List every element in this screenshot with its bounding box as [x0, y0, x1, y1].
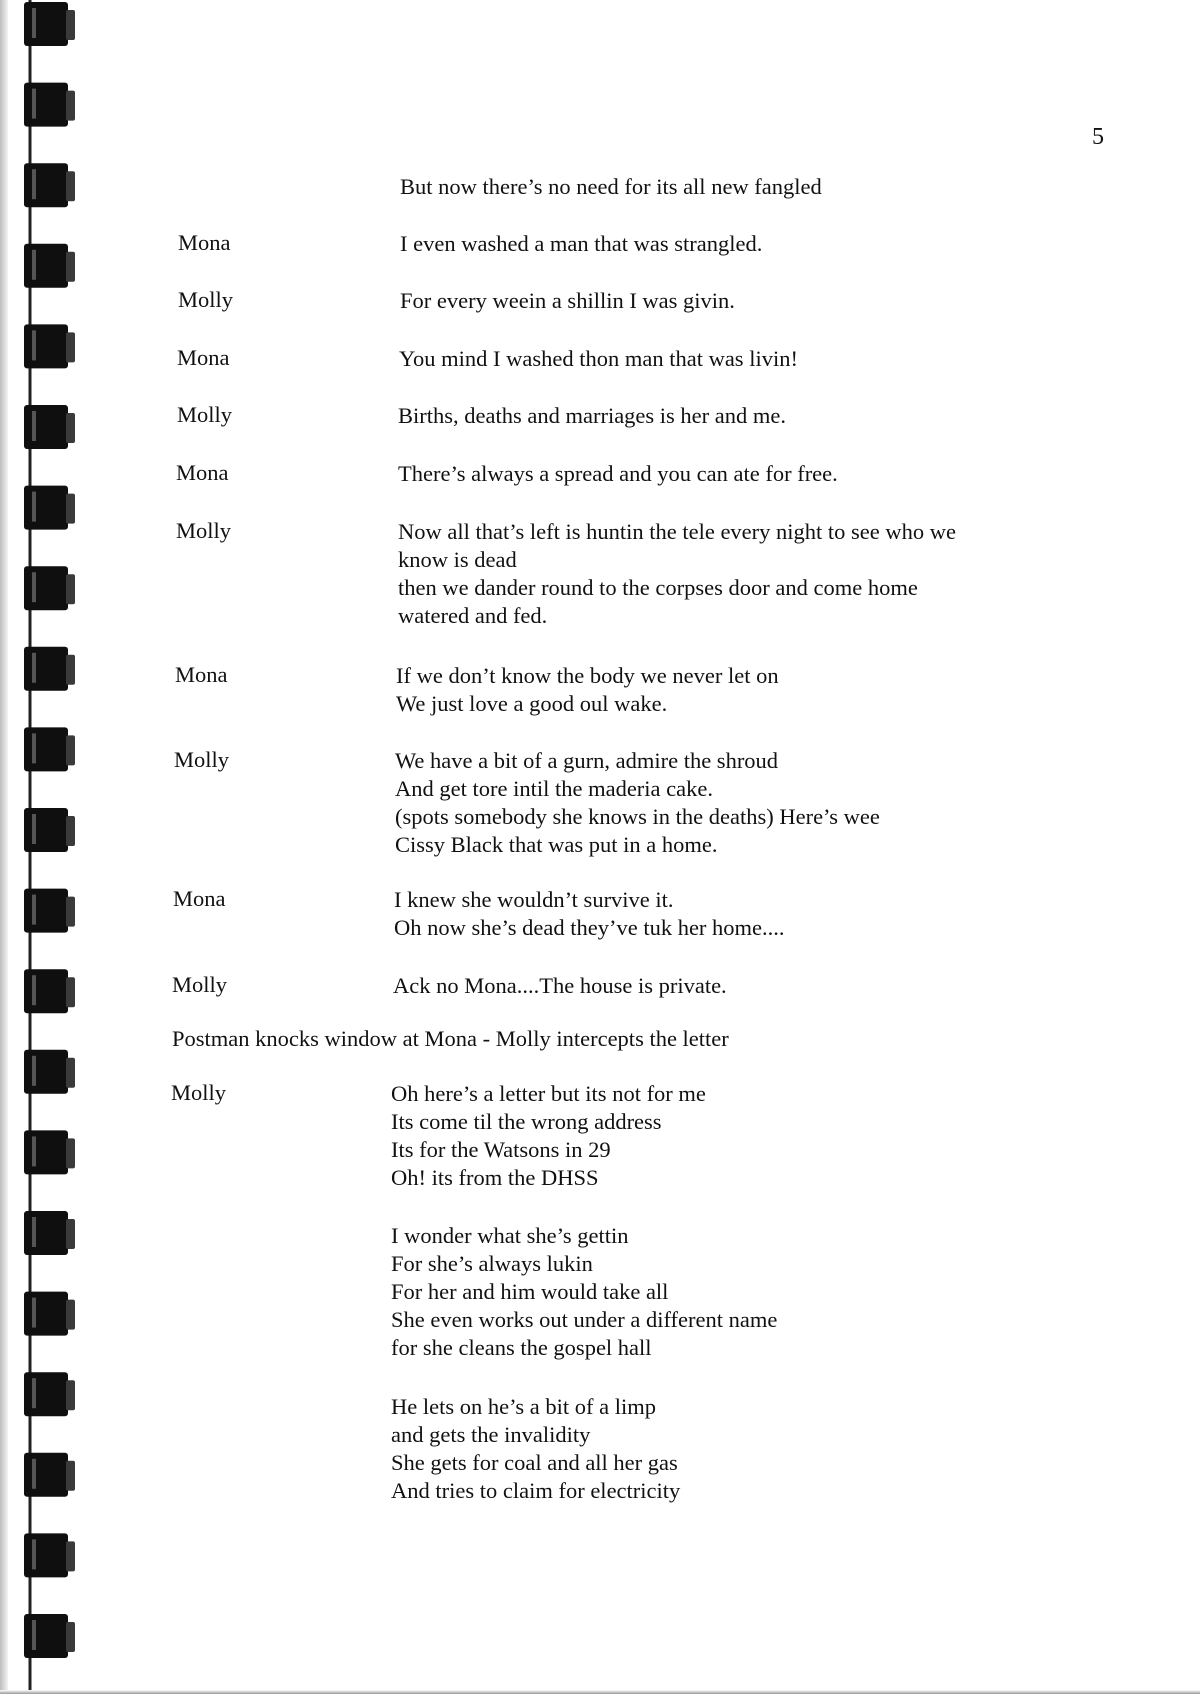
- speaker-name: Mona: [177, 345, 230, 370]
- speech-line: (spots somebody she knows in the deaths) Here’s wee: [395, 804, 880, 829]
- binding-loop: [24, 647, 75, 691]
- binding-loop: [24, 727, 75, 771]
- speaker-name: Molly: [172, 972, 228, 997]
- speech-line: And get tore intil the maderia cake.: [395, 776, 713, 801]
- speech-text: [400, 173, 1080, 201]
- speech-text: [400, 287, 1080, 315]
- binding-loop: [24, 244, 75, 288]
- speech-line: He lets on he’s a bit of a limp: [391, 1394, 656, 1419]
- stanza-text: [391, 1222, 1071, 1362]
- speaker-name: Mona: [178, 230, 231, 255]
- speech-line: If we don’t know the body we never let on: [396, 663, 779, 688]
- speech-line: Its for the Watsons in 29: [391, 1137, 611, 1162]
- speech-line: I even washed a man that was strangled.: [400, 231, 763, 256]
- speaker-name: Mona: [175, 662, 228, 687]
- binding-loop: [24, 808, 75, 852]
- speech-line: watered and fed.: [398, 603, 548, 628]
- speech-line: I knew she wouldn’t survive it.: [394, 887, 674, 912]
- speech-line: Births, deaths and marriages is her and me.: [398, 403, 787, 428]
- speech-line: Oh here’s a letter but its not for me: [391, 1081, 706, 1106]
- speech-line: then we dander round to the corpses door and come home: [398, 575, 918, 600]
- speech-line: And tries to claim for electricity: [391, 1478, 681, 1503]
- binding-loop: [24, 1453, 75, 1497]
- speech-line: She even works out under a different name: [391, 1307, 778, 1332]
- binding-loop: [24, 405, 75, 449]
- speech-line: For every weein a shillin I was givin.: [400, 288, 735, 313]
- speech-line: For her and him would take all: [391, 1279, 669, 1304]
- binding-loop: [24, 1050, 75, 1094]
- speech-line: Oh! its from the DHSS: [391, 1165, 599, 1190]
- binding-loop: [24, 1614, 75, 1658]
- speech-line: I wonder what she’s gettin: [391, 1223, 629, 1248]
- speaker-name: Mona: [173, 886, 226, 911]
- speech-line: know is dead: [398, 547, 517, 572]
- binding-loop: [24, 1292, 75, 1336]
- speech-line: We just love a good oul wake.: [396, 691, 668, 716]
- page-edge-shadow: [0, 0, 8, 1694]
- binding-loop: [24, 1533, 75, 1577]
- speech-line: But now there’s no need for its all new fangled: [400, 174, 822, 199]
- speech-line: You mind I washed thon man that was livin!: [399, 346, 798, 371]
- speech-line: Cissy Black that was put in a home.: [395, 832, 718, 857]
- stanza-text: [391, 1080, 1071, 1192]
- speech-line: There’s always a spread and you can ate for free.: [398, 461, 838, 486]
- speech-text: [396, 662, 1076, 718]
- speech-text: [398, 460, 1078, 488]
- speech-text: [395, 747, 1075, 859]
- spiral-binding: [18, 0, 88, 1694]
- speaker-name: Molly: [174, 747, 230, 772]
- speaker-name: Molly: [176, 518, 232, 543]
- speech-line: For she’s always lukin: [391, 1251, 593, 1276]
- binding-loop: [24, 889, 75, 933]
- binding-loop: [24, 969, 75, 1013]
- binding-loop: [24, 2, 75, 46]
- speech-line: and gets the invalidity: [391, 1422, 591, 1447]
- binding-loop: [24, 486, 75, 530]
- speech-text: [398, 402, 1078, 430]
- speech-line: Ack no Mona....The house is private.: [393, 973, 727, 998]
- binding-loop: [24, 566, 75, 610]
- speaker-name: Molly: [171, 1080, 227, 1105]
- page-bottom-edge: [0, 1690, 1200, 1694]
- speaker-name: Molly: [178, 287, 234, 312]
- page-number: 5: [1092, 124, 1104, 150]
- speech-text: [393, 972, 1073, 1000]
- speech-line: Its come til the wrong address: [391, 1109, 662, 1134]
- speech-text: [399, 345, 1079, 373]
- speech-text: [394, 886, 1074, 942]
- binding-loop: [24, 1130, 75, 1174]
- speech-text: [400, 230, 1080, 258]
- speech-line: Oh now she’s dead they’ve tuk her home....: [394, 915, 785, 940]
- binding-loop: [24, 163, 75, 207]
- speaker-name: Mona: [176, 460, 229, 485]
- speaker-name: Molly: [177, 402, 233, 427]
- binding-loop: [24, 83, 75, 127]
- binding-loop: [24, 1211, 75, 1255]
- speech-line: Now all that’s left is huntin the tele every night to see who we: [398, 519, 956, 544]
- stanza-text: [391, 1393, 1071, 1505]
- speech-line: We have a bit of a gurn, admire the shroud: [395, 748, 779, 773]
- binding-loop: [24, 324, 75, 368]
- speech-line: She gets for coal and all her gas: [391, 1450, 678, 1475]
- stage-direction: Postman knocks window at Mona - Molly intercepts the letter: [172, 1026, 729, 1051]
- binding-loop: [24, 1372, 75, 1416]
- speech-text: [398, 518, 1078, 630]
- speech-line: for she cleans the gospel hall: [391, 1335, 652, 1360]
